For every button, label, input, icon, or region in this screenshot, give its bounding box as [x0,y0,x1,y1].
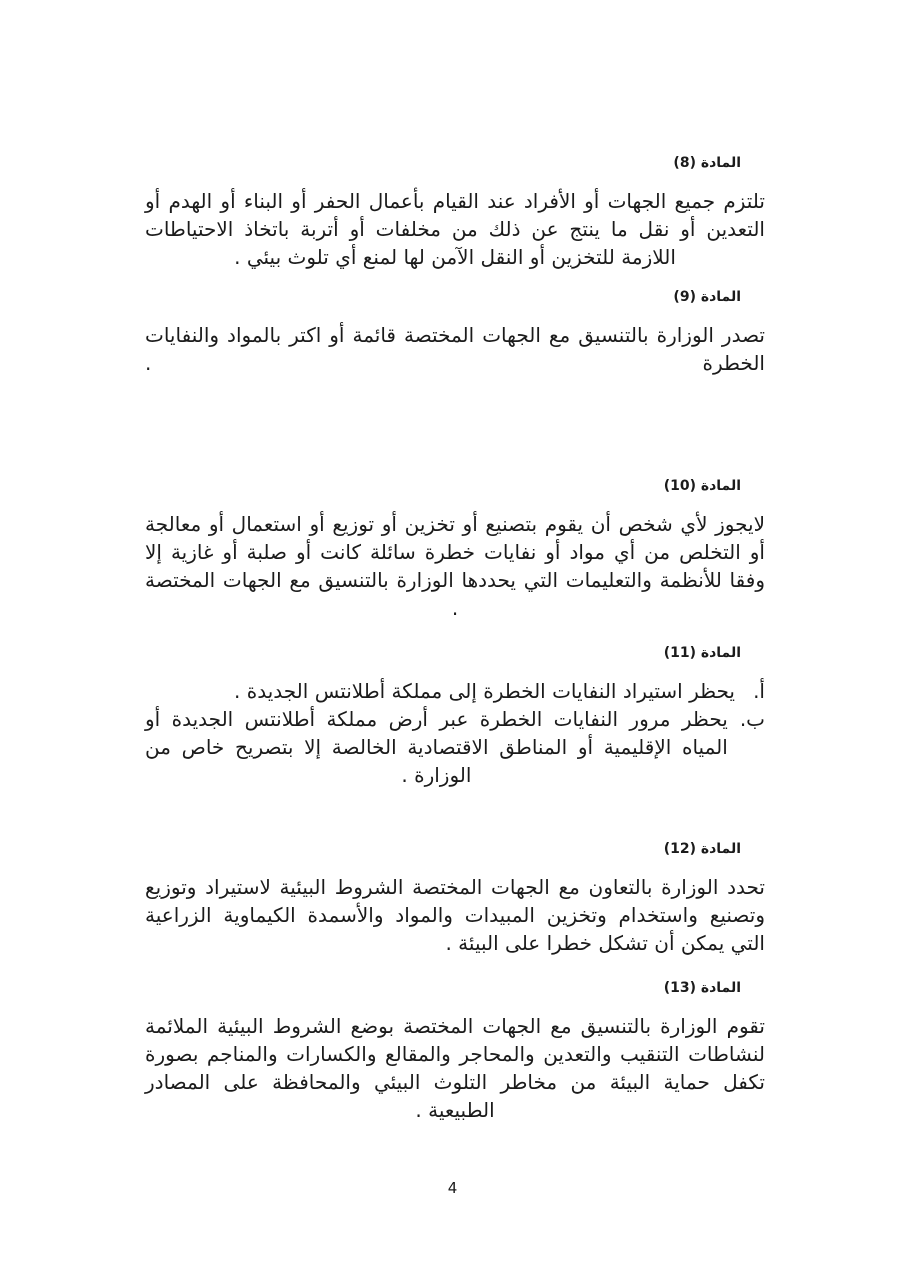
article-section [145,476,765,622]
article-heading: المادة (11) [663,645,741,661]
article-paragraph: تحدد الوزارة بالتعاون مع الجهات المختصة الشروط البيئية لاستيراد وتوزيع وتصنيع واستخدام وتخزين المبيدات والمواد والأسمدة الكيماوية الزراعية التي يمكن أن تشكل خطرا على البيئة . [145,875,765,955]
article-section [145,839,765,957]
article-section [145,153,765,271]
article-paragraph: لايجوز لأي شخص أن يقوم بتصنيع أو تخزين أو توزيع أو استعمال أو معالجة أو التخلص من أي مواد أو نفايات خطرة سائلة كانت أو صلبة أو غازية إلا وفقا للأنظمة والتعليمات التي يحددها الوزارة بالتنسيق مع الجهات المختصة . [145,512,765,620]
list-item-text: يحظر مرور النفايات الخطرة عبر أرض مملكة أطلانتس الجديدة أو المياه الإقليمية أو المناطق الاقتصادية الخالصة إلا بتصريح خاص من الوزارة . [145,707,728,787]
article-paragraph: تلتزم جميع الجهات أو الأفراد عند القيام بأعمال الحفر أو البناء أو الهدم أو التعدين أو نقل ما ينتج عن ذلك من مخلفات أو أتربة باتخاذ الاحتياطات اللازمة للتخزين أو النقل الآمن لها لمنع أي تلوث بيئي . [145,189,765,269]
articles [145,153,765,1124]
list-item-marker: ب. [739,707,765,731]
article-heading: المادة (10) [663,478,741,494]
article-section [145,978,765,1124]
article-section [145,287,765,377]
list-item-marker: أ. [753,679,765,703]
article-heading: المادة (13) [663,980,741,996]
article-paragraph: تقوم الوزارة بالتنسيق مع الجهات المختصة بوضع الشروط البيئية الملائمة لنشاطات التنقيب والتعدين والمحاجر والمقالع والكسارات والمناجم بصورة تكفل حماية البيئة من مخاطر التلوث البيئي والمحافظة على المصادر الطبيعية . [145,1014,765,1122]
article-section [145,643,765,789]
list-item-text: يحظر استيراد النفايات الخطرة إلى مملكة أطلانتس الجديدة . [234,679,735,703]
article-heading: المادة (8) [673,155,741,171]
article-list [145,677,765,789]
article-heading: المادة (12) [663,841,741,857]
article-paragraph: تصدر الوزارة بالتنسيق مع الجهات المختصة قائمة أو اكتر بالمواد والنفايات الخطرة . [145,323,765,375]
list-item [145,677,765,705]
list-item [145,705,765,789]
article-heading: المادة (9) [673,289,741,305]
page-number: 4 [447,1179,458,1197]
